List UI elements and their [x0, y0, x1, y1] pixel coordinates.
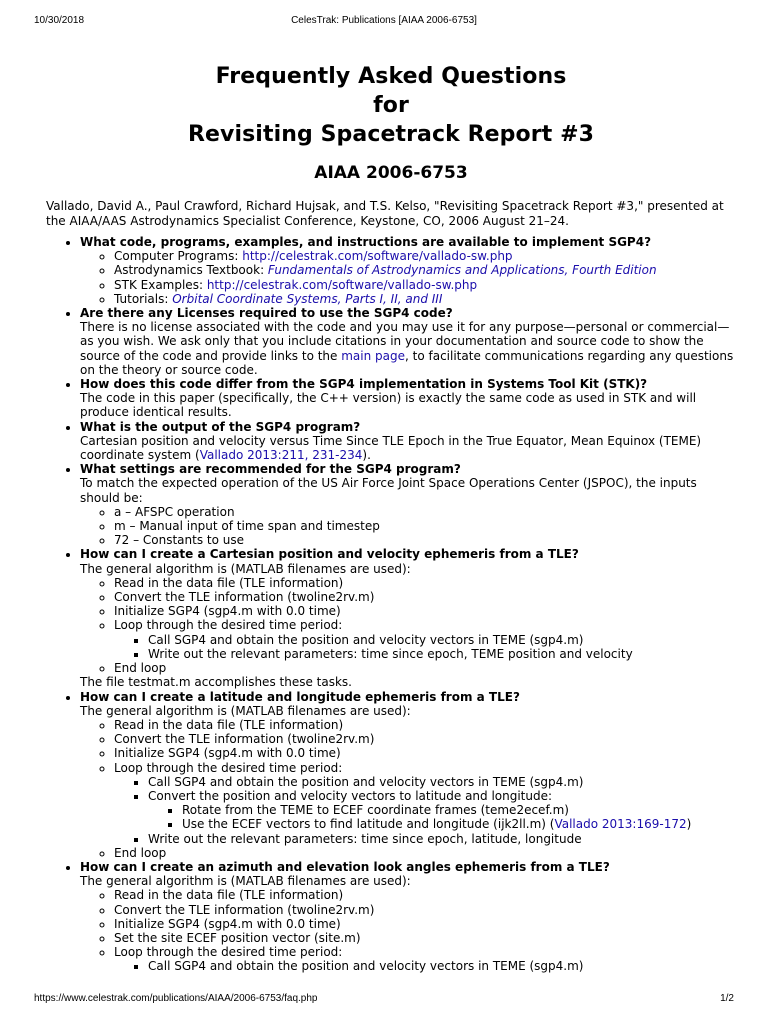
list-item: ◦ Initialize SGP4 (sgp4.m with 0.0 time) [114, 604, 736, 618]
title-line-1: Frequently Asked Questions [215, 64, 567, 89]
faq-note: The file testmat.m accomplishes these tasks. [80, 675, 352, 690]
title-line-3: Revisiting Spacetrack Report #3 [187, 122, 595, 147]
list-item: ◦ Initialize SGP4 (sgp4.m with 0.0 time) [114, 917, 736, 931]
list-item: ◦ 72 – Constants to use [114, 533, 736, 547]
loop-steps [114, 633, 736, 661]
list-item: ▪ Call SGP4 and obtain the position and velocity vectors in TEME (sgp4.m) [148, 775, 736, 789]
settings-list [80, 505, 736, 548]
list-item: ▪ Rotate from the TEME to ECEF coordinate frames (teme2ecef.m) [182, 803, 736, 817]
faq-question: • What code, programs, examples, and instructions are available to implement SGP4? [80, 235, 652, 249]
print-header [34, 15, 734, 29]
faq-question: • How does this code differ from the SGP4 implementation in Systems Tool Kit (STK)? [80, 377, 648, 392]
list-item: ◦ Astrodynamics Textbook: Fundamentals of Astrodynamics and Applications, Fourth Edition [114, 263, 736, 277]
print-title: CelesTrak: Publications [AIAA 2006-6753] [291, 15, 477, 26]
stk-examples-link[interactable]: http://celestrak.com/software/vallado-sw.php [206, 277, 478, 292]
faq-question: • How can I create an azimuth and elevation look angles ephemeris from a TLE? [80, 859, 610, 874]
list-item: ◦ m – Manual input of time span and timestep [114, 519, 736, 533]
faq-item [80, 377, 736, 420]
textbook-link[interactable]: Fundamentals of Astrodynamics and Applications, Fourth Edition [267, 263, 657, 278]
list-item: ◦ Initialize SGP4 (sgp4.m with 0.0 time) [114, 746, 736, 760]
list-item: ◦ End loop [114, 846, 736, 860]
citation: Vallado, David A., Paul Crawford, Richard Hujsak, and T.S. Kelso, "Revisiting Spacetrack Report #3," presented at the AIAA/AAS Astrodynamics Specialist Conference, Keystone, CO, 2006 August 21–24. [46, 199, 724, 228]
faq-item [80, 235, 736, 306]
list-item: ◦ Loop through the desired time period: ▪ Call SGP4 and obtain the position and velocity vectors in TEME (sgp4.m) ▪ Write out the relevant parameters: time since epoch, TEME position and velocity [114, 618, 736, 661]
loop-steps [114, 959, 736, 973]
tutorials-link[interactable]: Orbital Coordinate Systems, Parts I, II, and III [172, 291, 443, 306]
vallado-reference-link[interactable]: Vallado 2013:211, 231-234 [199, 448, 363, 463]
list-item: ◦ Tutorials: Orbital Coordinate Systems, Parts I, II, and III [114, 292, 736, 306]
faq-question: • Are there any Licenses required to use the SGP4 code? [80, 306, 453, 321]
page-subtitle: AIAA 2006-6753 [314, 163, 468, 183]
list-item: ◦ Read in the data file (TLE information) [114, 718, 736, 732]
faq-question: • How can I create a Cartesian position and velocity ephemeris from a TLE? [80, 547, 579, 562]
list-item: ◦ End loop [114, 661, 736, 675]
loop-steps [114, 775, 736, 846]
print-url: https://www.celestrak.com/publications/AIAA/2006-6753/faq.php [34, 993, 318, 1004]
faq-item [80, 547, 736, 689]
faq-item [80, 860, 736, 974]
title-line-2: for [373, 93, 409, 118]
print-footer [34, 993, 734, 1007]
faq-question: • How can I create a latitude and longitude ephemeris from a TLE? [80, 689, 520, 704]
list-item: ◦ Convert the TLE information (twoline2rv.m) [114, 590, 736, 604]
conversion-steps [148, 803, 736, 831]
faq-item [80, 462, 736, 547]
page-title [46, 62, 736, 149]
list-item: ▪ Call SGP4 and obtain the position and velocity vectors in TEME (sgp4.m) [148, 959, 736, 973]
list-item: ◦ Read in the data file (TLE information) [114, 888, 736, 902]
list-item: ◦ Computer Programs: http://celestrak.com/software/vallado-sw.php [114, 249, 736, 263]
faq-list [46, 235, 736, 974]
list-item: ▪ Write out the relevant parameters: time since epoch, latitude, longitude [148, 832, 736, 846]
list-item: ◦ Convert the TLE information (twoline2rv.m) [114, 732, 736, 746]
list-item: ▪ Call SGP4 and obtain the position and velocity vectors in TEME (sgp4.m) [148, 633, 736, 647]
list-item: ▪ Use the ECEF vectors to find latitude and longitude (ijk2ll.m) (Vallado 2013:169-172) [182, 817, 736, 831]
list-item: ◦ STK Examples: http://celestrak.com/software/vallado-sw.php [114, 278, 736, 292]
algorithm-steps [80, 718, 736, 860]
algorithm-steps [80, 888, 736, 973]
list-item: ▪ Convert the position and velocity vectors to latitude and longitude: ▪ Rotate from the TEME to ECEF coordinate frames (teme2ecef.m) ▪ Use the ECEF vectors to find latitude and longitude (ijk2ll.m) (Vallado 2013:169-172) [148, 789, 736, 832]
vallado-reference-link[interactable]: Vallado 2013:169-172 [554, 817, 687, 832]
faq-question: • What is the output of the SGP4 program? [80, 419, 361, 434]
algorithm-steps [80, 576, 736, 675]
list-item: ◦ Read in the data file (TLE information) [114, 576, 736, 590]
faq-item [80, 420, 736, 463]
list-item: ▪ Write out the relevant parameters: time since epoch, TEME position and velocity [148, 647, 736, 661]
faq-question: • What settings are recommended for the SGP4 program? [80, 462, 461, 477]
main-page-link[interactable]: main page [341, 348, 406, 363]
faq-answer: There is no license associated with the code and you may use it for any purpose—personal or commercial—as you wish. We ask only that you include citations in your documentation and source code to show the source of the code and provide links to the main page, to facilitate communications regarding any questions on the theory or source code. [80, 320, 734, 377]
faq-answer: The general algorithm is (MATLAB filenames are used): [80, 561, 411, 576]
faq-answer: The general algorithm is (MATLAB filenames are used): [80, 703, 411, 718]
faq-item [80, 690, 736, 860]
computer-programs-link[interactable]: http://celestrak.com/software/vallado-sw.php [242, 249, 513, 264]
faq-answer: Cartesian position and velocity versus Time Since TLE Epoch in the True Equator, Mean Equinox (TEME) coordinate system (Vallado 2013:211, 231-234). [80, 433, 702, 463]
print-date: 10/30/2018 [34, 15, 85, 26]
faq-answer: The general algorithm is (MATLAB filenames are used): [80, 874, 411, 889]
list-item: ◦ Loop through the desired time period: ▪ Call SGP4 and obtain the position and velocity vectors in TEME (sgp4.m) ▪ Convert the position and velocity vectors to latitude and longitude: ▪ Rotate from the TEME to ECEF coordinate frames (teme2ecef.m) ▪ Use the ECEF vectors to find latitude and longitude (ijk2ll.m) (Vallado 2013:169-172) ▪ Write out the relevant parameters: time since epoch, latitude, longitude [114, 761, 736, 846]
resource-list [80, 249, 736, 306]
list-item: ◦ a – AFSPC operation [114, 505, 736, 519]
faq-answer: To match the expected operation of the US Air Force Joint Space Operations Center (JSPOC), the inputs should be: [80, 476, 697, 505]
faq-item [80, 306, 736, 377]
page-number: 1/2 [720, 993, 734, 1004]
page-content [46, 62, 736, 974]
list-item: ◦ Loop through the desired time period: ▪ Call SGP4 and obtain the position and velocity vectors in TEME (sgp4.m) [114, 945, 736, 973]
faq-answer: The code in this paper (specifically, the C++ version) is exactly the same code as used in STK and will produce identical results. [80, 391, 697, 420]
list-item: ◦ Set the site ECEF position vector (site.m) [114, 931, 736, 945]
list-item: ◦ Convert the TLE information (twoline2rv.m) [114, 903, 736, 917]
